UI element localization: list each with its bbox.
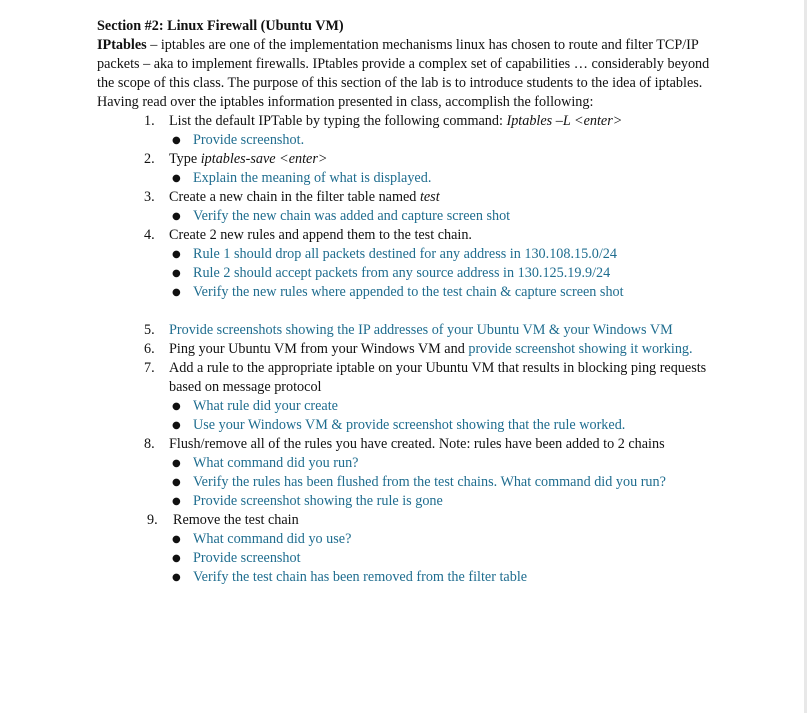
step-text: Remove the test chain (173, 512, 299, 528)
subitem (169, 207, 727, 226)
subitem-text: Provide screenshot (193, 550, 301, 566)
subitem-text: Rule 1 should drop all packets destined for any address in 130.108.15.0/24 (193, 246, 617, 262)
step-subitems (169, 131, 727, 150)
bullet-icon: ● (172, 287, 181, 298)
bullet-icon: ● (172, 458, 181, 469)
step-8 (97, 435, 727, 511)
step-number: 3. (144, 189, 155, 205)
step-command: test (419, 189, 440, 205)
intro-text: – iptables are one of the implementation mechanisms linux has chosen to route and filter TCP/IP packets – aka to implement firewalls. IPtables provide a complex set of capabilities … considerably beyond the scope of this class. The purpose of this section of the lab is to introduce students to the idea of iptables. Having read over the iptables information presented in class, accomplish the following: (97, 37, 710, 110)
step-number: 8. (144, 436, 155, 452)
step-number: 7. (144, 360, 155, 376)
subitem (169, 397, 727, 416)
bullet-icon: ● (172, 496, 181, 507)
subitem-text: Verify the rules has been flushed from the test chains. What command did you run? (193, 474, 666, 490)
subitem (169, 169, 727, 188)
bullet-icon: ● (172, 268, 181, 279)
step-text: Flush/remove all of the rules you have created. Note: rules have been added to 2 chains (169, 436, 665, 452)
bullet-icon: ● (172, 572, 181, 583)
step-subitems (169, 454, 727, 511)
subitem-text: Explain the meaning of what is displayed. (193, 170, 432, 186)
step-subitems (169, 169, 727, 188)
step-number: 5. (144, 322, 155, 338)
subitem (169, 264, 727, 283)
step-text: Create a new chain in the filter table named (169, 189, 420, 205)
section-title: Section #2: Linux Firewall (Ubuntu VM) (97, 18, 344, 34)
step-2 (97, 150, 727, 188)
step-text: Ping your Ubuntu VM from your Windows VM and (169, 341, 469, 357)
step-7 (97, 359, 727, 435)
step-subitems (169, 245, 727, 302)
subitem (169, 549, 727, 568)
step-subitems (169, 397, 727, 435)
bullet-icon: ● (172, 211, 181, 222)
bullet-icon: ● (172, 553, 181, 564)
step-number: 1. (144, 113, 155, 129)
subitem-text: Use your Windows VM & provide screenshot showing that the rule worked. (193, 417, 626, 433)
intro-paragraph (97, 36, 727, 112)
bullet-icon: ● (172, 477, 181, 488)
subitem (169, 454, 727, 473)
step-number: 2. (144, 151, 155, 167)
subitem (169, 473, 727, 492)
step-number: 4. (144, 227, 155, 243)
bullet-icon: ● (172, 249, 181, 260)
subitem-text: What rule did your create (193, 398, 338, 414)
step-3 (97, 188, 727, 226)
step-text: Provide screenshots showing the IP addresses of your Ubuntu VM & your Windows VM (169, 322, 673, 338)
subitem (169, 568, 727, 587)
subitem (169, 530, 727, 549)
step-command: iptables-save <enter> (200, 151, 328, 167)
bullet-icon: ● (172, 173, 181, 184)
step-5 (97, 321, 727, 340)
step-text: Add a rule to the appropriate iptable on your Ubuntu VM that results in blocking ping requests based on message protocol (169, 360, 707, 395)
step-number: 9. (147, 512, 158, 528)
step-text: List the default IPTable by typing the following command: (169, 113, 507, 129)
subitem-text: Verify the new rules where appended to the test chain & capture screen shot (193, 284, 624, 300)
step-subitems (169, 530, 727, 587)
step-text: Type (169, 151, 201, 167)
step-subitems (169, 207, 727, 226)
subitem (169, 131, 727, 150)
step-9 (97, 511, 727, 587)
step-command: Iptables –L <enter> (506, 113, 623, 129)
bullet-icon: ● (172, 135, 181, 146)
step-4 (97, 226, 727, 302)
subitem-text: Provide screenshot. (193, 132, 305, 148)
document-body (97, 17, 727, 587)
subitem (169, 492, 727, 511)
blank-line (97, 302, 727, 321)
step-number: 6. (144, 341, 155, 357)
subitem-text: What command did yo use? (193, 531, 352, 547)
subitem (169, 245, 727, 264)
bullet-icon: ● (172, 401, 181, 412)
bullet-icon: ● (172, 534, 181, 545)
subitem (169, 283, 727, 302)
subitem-text: Verify the test chain has been removed from the filter table (193, 569, 528, 585)
step-text: Create 2 new rules and append them to the test chain. (169, 227, 472, 243)
subitem-text: What command did you run? (193, 455, 359, 471)
step-text-highlight: provide screenshot showing it working. (468, 341, 693, 357)
bullet-icon: ● (172, 420, 181, 431)
subitem-text: Rule 2 should accept packets from any source address in 130.125.19.9/24 (193, 265, 611, 281)
step-1 (97, 112, 727, 150)
subitem-text: Verify the new chain was added and capture screen shot (193, 208, 511, 224)
subitem-text: Provide screenshot showing the rule is gone (193, 493, 443, 509)
step-6 (97, 340, 727, 359)
task-list (97, 112, 727, 587)
intro-term: IPtables (97, 37, 147, 53)
subitem (169, 416, 727, 435)
